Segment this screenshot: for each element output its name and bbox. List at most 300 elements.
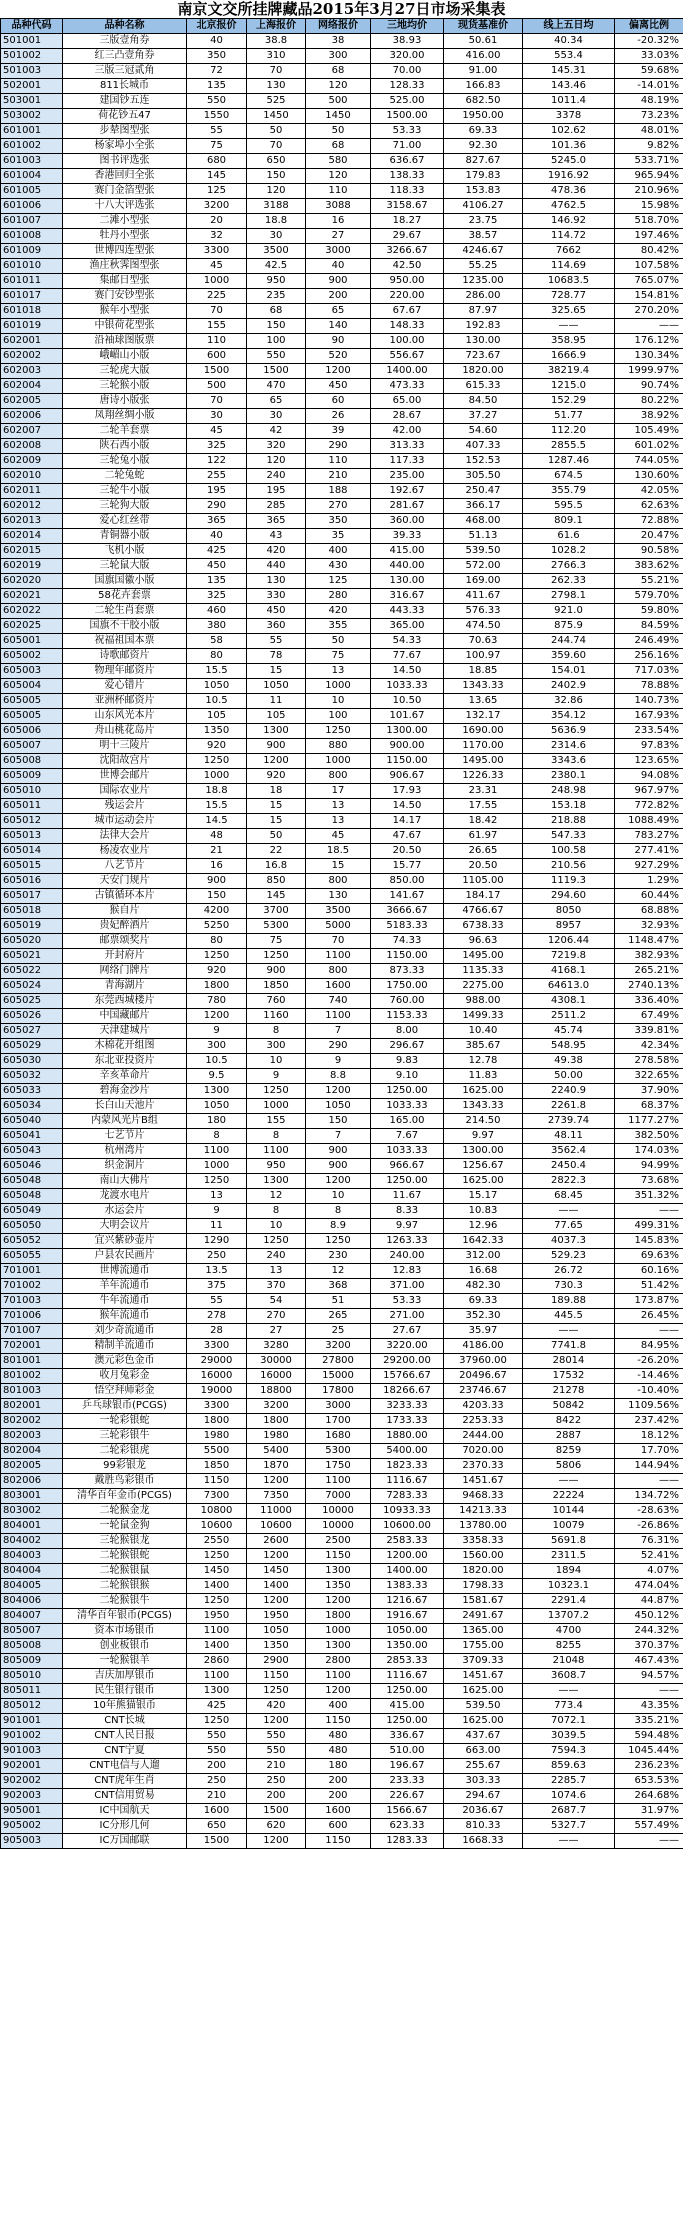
shanghai-price-cell: 1200 [247,754,306,769]
table-row [1,424,683,439]
name-cell: 东北亚投资片 [63,1054,187,1069]
five-day-average-cell: 114.69 [523,259,615,274]
shanghai-price-cell: 920 [247,769,306,784]
name-cell: 乒乓球银币(PCGS) [63,1399,187,1414]
online-price-cell: 16 [306,214,371,229]
name-cell: 世博流通币 [63,1264,187,1279]
code-cell: 701006 [1,1309,63,1324]
beijing-price-cell: 365 [187,514,247,529]
table-row [1,364,683,379]
name-cell: 天津建城片 [63,1024,187,1039]
name-cell: 宜兴紫砂壶片 [63,1234,187,1249]
beijing-price-cell: 300 [187,1039,247,1054]
deviation-cell: —— [615,1474,683,1489]
table-row [1,769,683,784]
code-cell: 605011 [1,799,63,814]
five-day-average-cell: 4308.1 [523,994,615,1009]
base-price-cell: 2444.00 [444,1429,523,1444]
code-cell: 605026 [1,1009,63,1024]
base-price-cell: 11.83 [444,1069,523,1084]
average-price-cell: 3220.00 [371,1339,444,1354]
online-price-cell: 230 [306,1249,371,1264]
beijing-price-cell: 600 [187,349,247,364]
online-price-cell: 740 [306,994,371,1009]
table-row [1,169,683,184]
shanghai-price-cell: 330 [247,589,306,604]
deviation-cell: 2740.13% [615,979,683,994]
average-price-cell: 371.00 [371,1279,444,1294]
table-row [1,349,683,364]
beijing-price-cell: 1250 [187,1594,247,1609]
shanghai-price-cell: 105 [247,709,306,724]
shanghai-price-cell: 850 [247,874,306,889]
average-price-cell: 14.50 [371,799,444,814]
average-price-cell: 8.00 [371,1024,444,1039]
name-cell: CNT信用贸易 [63,1789,187,1804]
shanghai-price-cell: 30 [247,229,306,244]
online-price-cell: 5000 [306,919,371,934]
base-price-cell: 184.17 [444,889,523,904]
table-row [1,1609,683,1624]
table-row [1,649,683,664]
five-day-average-cell: 40.34 [523,34,615,49]
name-cell: 猴自片 [63,904,187,919]
average-price-cell: 233.33 [371,1774,444,1789]
average-price-cell: 1500.00 [371,109,444,124]
name-cell: 二轮兔蛇 [63,469,187,484]
name-cell: 杭州湾片 [63,1144,187,1159]
average-price-cell: 128.33 [371,79,444,94]
base-price-cell: 294.67 [444,1789,523,1804]
online-price-cell: 180 [306,1759,371,1774]
beijing-price-cell: 1400 [187,1639,247,1654]
beijing-price-cell: 9 [187,1204,247,1219]
shanghai-price-cell: 950 [247,274,306,289]
table-row [1,889,683,904]
online-price-cell: 210 [306,469,371,484]
online-price-cell: 480 [306,1729,371,1744]
five-day-average-cell: 547.33 [523,829,615,844]
code-cell: 804003 [1,1549,63,1564]
name-cell: 二轮羊套票 [63,424,187,439]
average-price-cell: 148.33 [371,319,444,334]
table-row [1,1669,683,1684]
average-price-cell: 316.67 [371,589,444,604]
deviation-cell: 18.12% [615,1429,683,1444]
shanghai-price-cell: 240 [247,1249,306,1264]
deviation-cell: 173.87% [615,1294,683,1309]
base-price-cell: 15.17 [444,1189,523,1204]
deviation-cell: 772.82% [615,799,683,814]
table-row [1,1834,683,1849]
deviation-cell: 4.07% [615,1564,683,1579]
name-cell: 青海湖片 [63,979,187,994]
five-day-average-cell: 13707.2 [523,1609,615,1624]
base-price-cell: 1451.67 [444,1474,523,1489]
deviation-cell: —— [615,1324,683,1339]
name-cell: CNT电信与人遛 [63,1759,187,1774]
table-row [1,1699,683,1714]
code-cell: 901002 [1,1729,63,1744]
shanghai-price-cell: 8 [247,1204,306,1219]
code-cell: 605009 [1,769,63,784]
column-header-online-price: 网络报价 [306,19,371,34]
name-cell: 三版三冠贰角 [63,64,187,79]
table-row [1,1579,683,1594]
five-day-average-cell: 674.5 [523,469,615,484]
beijing-price-cell: 425 [187,1699,247,1714]
beijing-price-cell: 1100 [187,1669,247,1684]
code-cell: 802006 [1,1474,63,1489]
shanghai-price-cell: 15 [247,799,306,814]
online-price-cell: 8.9 [306,1219,371,1234]
base-price-cell: 35.97 [444,1324,523,1339]
average-price-cell: 15766.67 [371,1369,444,1384]
online-price-cell: 7 [306,1024,371,1039]
table-row [1,1234,683,1249]
code-cell: 605021 [1,949,63,964]
average-price-cell: 1823.33 [371,1459,444,1474]
online-price-cell: 60 [306,394,371,409]
five-day-average-cell: 2766.3 [523,559,615,574]
name-cell: 古镇循环本片 [63,889,187,904]
beijing-price-cell: 10.5 [187,694,247,709]
online-price-cell: 26 [306,409,371,424]
average-price-cell: 336.67 [371,1729,444,1744]
online-price-cell: 1600 [306,1804,371,1819]
beijing-price-cell: 900 [187,874,247,889]
five-day-average-cell: 50842 [523,1399,615,1414]
code-cell: 601001 [1,124,63,139]
table-row [1,1144,683,1159]
deviation-cell: 264.68% [615,1789,683,1804]
online-price-cell: 200 [306,289,371,304]
shanghai-price-cell: 900 [247,964,306,979]
beijing-price-cell: 80 [187,934,247,949]
average-price-cell: 101.67 [371,709,444,724]
code-cell: 601011 [1,274,63,289]
online-price-cell: 13 [306,799,371,814]
average-price-cell: 54.33 [371,634,444,649]
deviation-cell: 107.58% [615,259,683,274]
deviation-cell: —— [615,319,683,334]
beijing-price-cell: 250 [187,1774,247,1789]
table-row [1,619,683,634]
beijing-price-cell: 105 [187,709,247,724]
online-price-cell: 12 [306,1264,371,1279]
code-cell: 605049 [1,1204,63,1219]
average-price-cell: 77.67 [371,649,444,664]
beijing-price-cell: 40 [187,529,247,544]
deviation-cell: 467.43% [615,1654,683,1669]
code-cell: 605016 [1,874,63,889]
base-price-cell: 2036.67 [444,1804,523,1819]
base-price-cell: 12.78 [444,1054,523,1069]
code-cell: 602003 [1,364,63,379]
base-price-cell: 38.57 [444,229,523,244]
shanghai-price-cell: 15 [247,814,306,829]
beijing-price-cell: 11 [187,1219,247,1234]
table-row [1,154,683,169]
code-cell: 502001 [1,79,63,94]
page-title: 南京文交所挂牌藏品2015年3月27日市场采集表 [177,0,506,18]
online-price-cell: 10000 [306,1519,371,1534]
base-price-cell: 312.00 [444,1249,523,1264]
online-price-cell: 1150 [306,1549,371,1564]
name-cell: 99彩银龙 [63,1459,187,1474]
average-price-cell: 226.67 [371,1789,444,1804]
code-cell: 605032 [1,1069,63,1084]
table-row [1,124,683,139]
code-cell: 503001 [1,94,63,109]
shanghai-price-cell: 250 [247,1774,306,1789]
shanghai-price-cell: 145 [247,889,306,904]
online-price-cell: 17 [306,784,371,799]
base-price-cell: 1495.00 [444,949,523,964]
beijing-price-cell: 3200 [187,199,247,214]
online-price-cell: 1000 [306,754,371,769]
code-cell: 605041 [1,1129,63,1144]
beijing-price-cell: 14.5 [187,814,247,829]
average-price-cell: 18266.67 [371,1384,444,1399]
online-price-cell: 1250 [306,724,371,739]
beijing-price-cell: 10600 [187,1519,247,1534]
name-cell: 青铜器小版 [63,529,187,544]
average-price-cell: 313.33 [371,439,444,454]
deviation-cell: 336.40% [615,994,683,1009]
deviation-cell: 94.57% [615,1669,683,1684]
deviation-cell: 233.54% [615,724,683,739]
deviation-cell: 15.98% [615,199,683,214]
table-row [1,949,683,964]
five-day-average-cell: 354.12 [523,709,615,724]
beijing-price-cell: 155 [187,319,247,334]
name-cell: 二轮彩银虎 [63,1444,187,1459]
five-day-average-cell: 5327.7 [523,1819,615,1834]
five-day-average-cell: 548.95 [523,1039,615,1054]
deviation-cell: 32.93% [615,919,683,934]
shanghai-price-cell: 285 [247,499,306,514]
deviation-cell: 237.42% [615,1414,683,1429]
name-cell: 中国藏邮片 [63,1009,187,1024]
code-cell: 501001 [1,34,63,49]
code-cell: 803001 [1,1489,63,1504]
base-price-cell: 17.55 [444,799,523,814]
table-row [1,454,683,469]
five-day-average-cell: 773.4 [523,1699,615,1714]
beijing-price-cell: 1300 [187,1084,247,1099]
deviation-cell: 90.74% [615,379,683,394]
table-row [1,1249,683,1264]
shanghai-price-cell: 1250 [247,1084,306,1099]
beijing-price-cell: 1980 [187,1429,247,1444]
deviation-cell: 967.97% [615,784,683,799]
five-day-average-cell: 325.65 [523,304,615,319]
online-price-cell: 10 [306,1189,371,1204]
average-price-cell: 27.67 [371,1324,444,1339]
beijing-price-cell: 250 [187,1249,247,1264]
base-price-cell: 1581.67 [444,1594,523,1609]
online-price-cell: 15 [306,859,371,874]
code-cell: 701002 [1,1279,63,1294]
base-price-cell: 13780.00 [444,1519,523,1534]
table-row [1,1429,683,1444]
base-price-cell: 91.00 [444,64,523,79]
five-day-average-cell: 358.95 [523,334,615,349]
five-day-average-cell: 2311.5 [523,1549,615,1564]
name-cell: 澳元彩色金币 [63,1354,187,1369]
online-price-cell: 300 [306,49,371,64]
table-row [1,1804,683,1819]
shanghai-price-cell: 70 [247,139,306,154]
base-price-cell: 474.50 [444,619,523,634]
five-day-average-cell: 730.3 [523,1279,615,1294]
code-cell: 801001 [1,1354,63,1369]
beijing-price-cell: 135 [187,574,247,589]
base-price-cell: 827.67 [444,154,523,169]
name-cell: 香港回归全张 [63,169,187,184]
name-cell: 二轮猴银猴 [63,1579,187,1594]
online-price-cell: 1200 [306,1084,371,1099]
five-day-average-cell: 2380.1 [523,769,615,784]
code-cell: 801003 [1,1384,63,1399]
base-price-cell: 69.33 [444,1294,523,1309]
online-price-cell: 1100 [306,1474,371,1489]
deviation-cell: 20.47% [615,529,683,544]
code-cell: 601004 [1,169,63,184]
table-row [1,904,683,919]
code-cell: 602025 [1,619,63,634]
beijing-price-cell: 16 [187,859,247,874]
table-row [1,784,683,799]
name-cell: 集邮日型张 [63,274,187,289]
name-cell: 三轮狗大版 [63,499,187,514]
deviation-cell: 176.12% [615,334,683,349]
five-day-average-cell: 4700 [523,1624,615,1639]
five-day-average-cell: 2739.74 [523,1114,615,1129]
table-row [1,964,683,979]
code-cell: 802002 [1,1414,63,1429]
beijing-price-cell: 55 [187,124,247,139]
base-price-cell: 152.53 [444,454,523,469]
beijing-price-cell: 255 [187,469,247,484]
average-price-cell: 1216.67 [371,1594,444,1609]
code-cell: 605019 [1,919,63,934]
base-price-cell: 1950.00 [444,109,523,124]
code-cell: 605027 [1,1024,63,1039]
beijing-price-cell: 1150 [187,1474,247,1489]
online-price-cell: 350 [306,514,371,529]
beijing-price-cell: 1000 [187,274,247,289]
shanghai-price-cell: 11000 [247,1504,306,1519]
deviation-cell: 335.21% [615,1714,683,1729]
average-price-cell: 38.93 [371,34,444,49]
average-price-cell: 636.67 [371,154,444,169]
name-cell: 羊年流通币 [63,1279,187,1294]
base-price-cell: 54.60 [444,424,523,439]
shanghai-price-cell: 1160 [247,1009,306,1024]
code-cell: 605033 [1,1084,63,1099]
average-price-cell: 15.77 [371,859,444,874]
online-price-cell: 8 [306,1204,371,1219]
table-row [1,109,683,124]
table-row [1,1099,683,1114]
name-cell: 二滩小型张 [63,214,187,229]
online-price-cell: 120 [306,169,371,184]
average-price-cell: 1250.00 [371,1684,444,1699]
base-price-cell: 96.63 [444,934,523,949]
online-price-cell: 45 [306,829,371,844]
deviation-cell: 73.23% [615,109,683,124]
base-price-cell: 303.33 [444,1774,523,1789]
shanghai-price-cell: 525 [247,94,306,109]
code-cell: 605020 [1,934,63,949]
online-price-cell: 110 [306,454,371,469]
deviation-cell: 533.71% [615,154,683,169]
beijing-price-cell: 1600 [187,1804,247,1819]
table-row [1,304,683,319]
five-day-average-cell: 10323.1 [523,1579,615,1594]
table-row [1,1714,683,1729]
average-price-cell: 192.67 [371,484,444,499]
code-cell: 605052 [1,1234,63,1249]
name-cell: 亚洲杯邮资片 [63,694,187,709]
code-cell: 601002 [1,139,63,154]
code-cell: 601003 [1,154,63,169]
five-day-average-cell: 61.6 [523,529,615,544]
base-price-cell: 61.97 [444,829,523,844]
base-price-cell: 87.97 [444,304,523,319]
shanghai-price-cell: 1980 [247,1429,306,1444]
average-price-cell: 47.67 [371,829,444,844]
deviation-cell: —— [615,1204,683,1219]
five-day-average-cell: 5245.0 [523,154,615,169]
table-row [1,694,683,709]
code-cell: 602020 [1,574,63,589]
five-day-average-cell: 2887 [523,1429,615,1444]
code-cell: 905001 [1,1804,63,1819]
average-price-cell: 9.83 [371,1054,444,1069]
average-price-cell: 1566.67 [371,1804,444,1819]
name-cell: 陕石西小版 [63,439,187,454]
five-day-average-cell: 114.72 [523,229,615,244]
name-cell: 国际农业片 [63,784,187,799]
online-price-cell: 39 [306,424,371,439]
shanghai-price-cell: 1300 [247,1174,306,1189]
base-price-cell: 305.50 [444,469,523,484]
five-day-average-cell: 359.60 [523,649,615,664]
average-price-cell: 8.33 [371,1204,444,1219]
name-cell: CNT虎年生肖 [63,1774,187,1789]
deviation-cell: -26.20% [615,1354,683,1369]
base-price-cell: 576.33 [444,604,523,619]
name-cell: 三轮彩银牛 [63,1429,187,1444]
table-row [1,739,683,754]
shanghai-price-cell: 68 [247,304,306,319]
deviation-cell: 744.05% [615,454,683,469]
shanghai-price-cell: 1400 [247,1579,306,1594]
table-row [1,259,683,274]
name-cell: 精制羊流通币 [63,1339,187,1354]
shanghai-price-cell: 760 [247,994,306,1009]
online-price-cell: 51 [306,1294,371,1309]
online-price-cell: 1200 [306,1684,371,1699]
deviation-cell: —— [615,1834,683,1849]
beijing-price-cell: 110 [187,334,247,349]
deviation-cell: 1999.97% [615,364,683,379]
online-price-cell: 17800 [306,1384,371,1399]
table-row [1,199,683,214]
